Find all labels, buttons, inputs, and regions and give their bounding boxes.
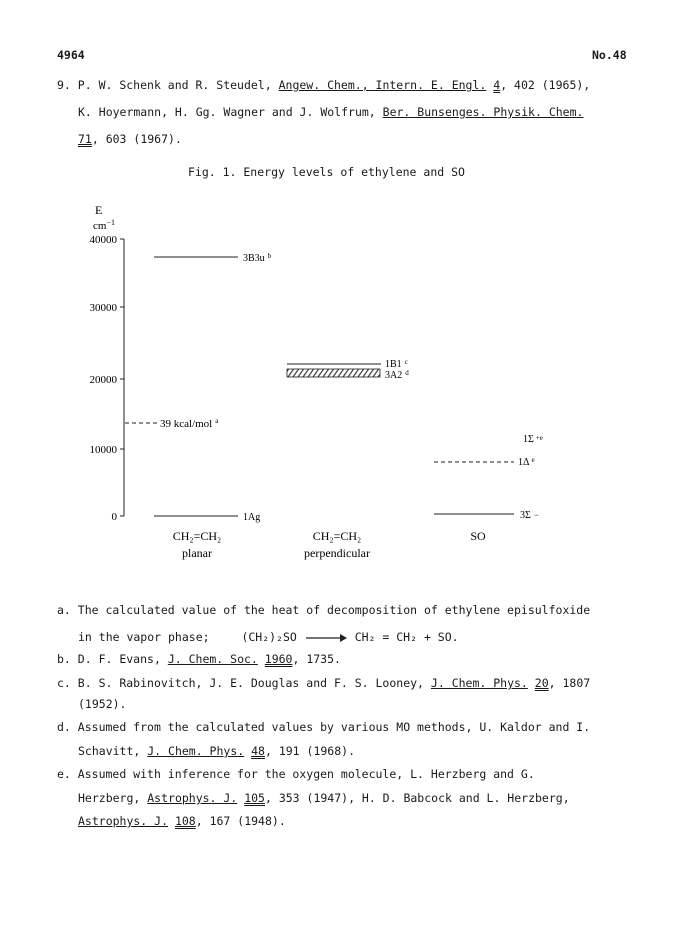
note-d-pages: , 191 (1968). (264, 744, 355, 758)
note-e-line-2 (78, 791, 570, 805)
note-e-pages: , 353 (1947), H. D. Babcock and L. Herzberg, (264, 791, 570, 805)
note-d-authors: Schavitt, (78, 744, 141, 758)
axis-title: E (95, 203, 103, 217)
note-e-pages-2: , 167 (1948). (195, 814, 286, 828)
note-label: d. (57, 720, 71, 734)
note-d-volume: 48 (251, 744, 265, 758)
note-a-text-2: in the vapor phase; (78, 630, 210, 644)
level-label-3A2-sup: d (405, 369, 409, 377)
note-e-journal-2: Astrophys. J. (78, 814, 169, 828)
note-c-pages: , 1807 (548, 676, 591, 690)
level-label-1Sigma (523, 434, 543, 445)
ref9-pages-2: , 603 (1967). (91, 132, 182, 146)
level-band-3A2 (287, 369, 380, 377)
note-a-line-2 (78, 630, 459, 644)
note-d-line-2 (78, 744, 355, 758)
axis-unit-base: cm (93, 220, 107, 232)
reference-number: 9. (57, 78, 71, 92)
note-e-journal: Astrophys. J. (147, 791, 238, 805)
note-c-volume: 20 (534, 676, 549, 690)
note-b-pages: , 1735. (292, 652, 341, 666)
level-label-3B3u-main: 3B3u (243, 253, 265, 264)
level-label-1Delta-main: 1Δ (518, 457, 530, 468)
note-label: b. (57, 652, 71, 666)
note-b (57, 652, 341, 666)
ref9-authors-2: K. Hoyermann, H. Gg. Wagner and J. Wolfrum, (78, 105, 376, 119)
note-label: c. (57, 676, 71, 690)
note-e-volume: 105 (244, 791, 265, 805)
note-e-text: Assumed with inference for the oxygen molecule, L. Herzberg and G. (77, 767, 535, 781)
note-c-line-1 (57, 676, 590, 690)
level-label-3Sigma-sup: − (533, 510, 539, 520)
tick-label-10000: 10000 (89, 444, 117, 456)
note-label: a. (57, 603, 71, 617)
axis-unit-exponent: −1 (106, 218, 115, 227)
reaction-reactant: (CH₂)₂SO (241, 630, 297, 644)
note-c-journal: J. Chem. Phys. (430, 676, 528, 690)
note-e-line-1 (57, 767, 535, 781)
kcal-annotation-text: 39 kcal/mol (160, 418, 213, 430)
journal-number: No.48 (592, 48, 627, 62)
reaction-arrow-icon (304, 633, 348, 643)
note-b-volume: 1960 (264, 652, 293, 666)
ref9-pages-1: , 402 (1965), (500, 78, 591, 92)
level-label-1Delta-sup: e (531, 456, 535, 464)
level-label-1Delta (518, 456, 535, 468)
note-label: e. (57, 767, 71, 781)
note-a-line-1 (57, 603, 590, 617)
molecule-label-planar: CH₂=CH₂ (172, 529, 222, 543)
ref9-journal-1: Angew. Chem., Intern. E. Engl. (278, 78, 487, 92)
axis-unit (93, 218, 115, 232)
level-label-3B3u-sup: b (267, 252, 272, 260)
level-label-3B3u (243, 252, 272, 264)
level-label-1Sigma-sup: +e (535, 434, 543, 442)
level-label-1B1-main: 1B1 (385, 359, 402, 370)
level-label-3Sigma (520, 510, 539, 521)
molecule-sub-perpendicular: perpendicular (304, 546, 370, 560)
ref9-volume-2: 71 (78, 132, 92, 146)
kcal-annotation-sup: a (215, 417, 219, 425)
note-b-journal: J. Chem. Soc. (167, 652, 258, 666)
page-number: 4964 (57, 48, 85, 62)
tick-label-30000: 30000 (89, 302, 117, 314)
note-b-authors: D. F. Evans, (77, 652, 161, 666)
ref9-volume-1: 4 (493, 78, 501, 92)
tick-label-0: 0 (111, 511, 117, 523)
molecule-sub-planar: planar (182, 546, 212, 560)
note-d-text: Assumed from the calculated values by various MO methods, U. Kaldor and I. (77, 720, 591, 734)
tick-label-40000: 40000 (89, 234, 117, 246)
note-d-line-1 (57, 720, 590, 734)
tick-label-20000: 20000 (89, 374, 117, 386)
ref9-authors-1: P. W. Schenk and R. Steudel, (77, 78, 272, 92)
note-d-journal: J. Chem. Phys. (147, 744, 245, 758)
note-e-authors: Herzberg, (78, 791, 141, 805)
level-label-1Sigma-main: 1Σ (523, 434, 534, 445)
level-label-3A2 (385, 369, 409, 381)
note-e-line-3 (78, 814, 286, 828)
molecule-label-so: SO (470, 529, 486, 543)
note-e-volume-2: 108 (174, 814, 196, 828)
level-label-3A2-main: 3A2 (385, 370, 403, 381)
reaction-products: CH₂ = CH₂ + SO. (354, 630, 459, 644)
level-label-3Sigma-main: 3Σ (520, 510, 531, 521)
note-c-line-2: (1952). (78, 697, 127, 711)
level-label-1B1-sup: c (404, 358, 408, 366)
note-a-text-1: The calculated value of the heat of decomposition of ethylene episulfoxide (77, 603, 591, 617)
level-label-1Ag: 1Ag (243, 512, 261, 523)
kcal-annotation (160, 417, 219, 430)
ref9-journal-2: Ber. Bunsenges. Physik. Chem. (382, 105, 584, 119)
molecule-label-perpendicular: CH₂=CH₂ (312, 529, 362, 543)
figure-caption: Fig. 1. Energy levels of ethylene and SO (188, 165, 465, 179)
note-c-authors: B. S. Rabinovitch, J. E. Douglas and F. S. Looney, (77, 676, 424, 690)
